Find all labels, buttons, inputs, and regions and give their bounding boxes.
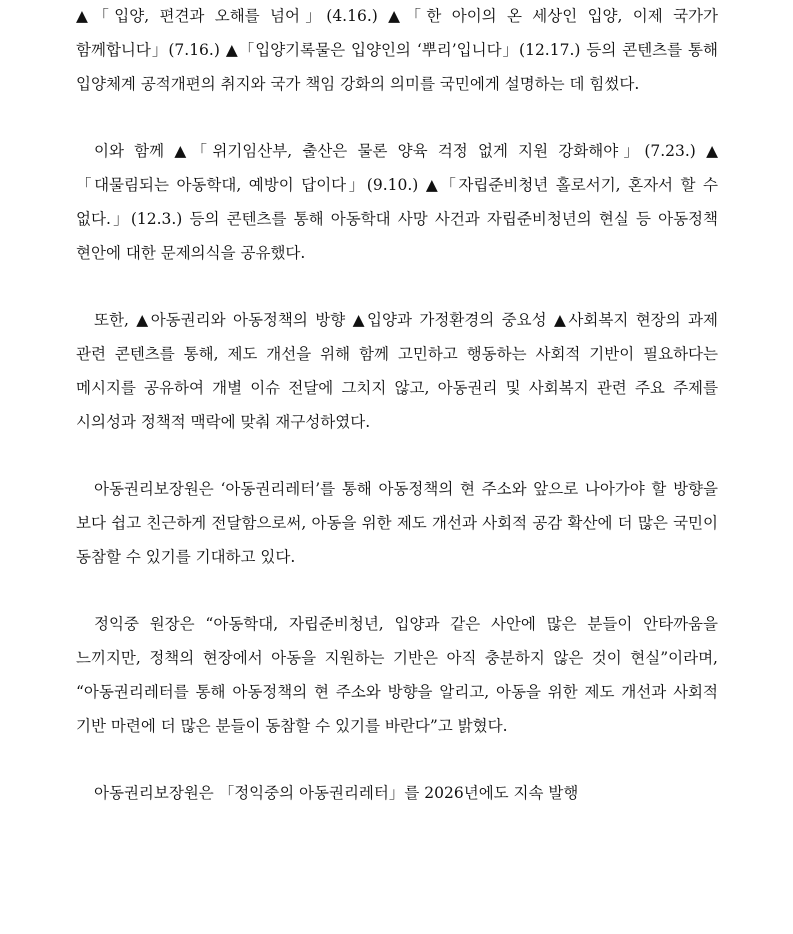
paragraph-adoption-contents: ▲「입양, 편견과 오해를 넘어」(4.16.) ▲「한 아이의 온 세상인 입양, 이제 국가가 함께합니다」(7.16.) ▲「입양기록물은 입양인의 ‘뿌리’입니다」(12.17.) 등의 콘텐츠를 통해 입양체계 공적개편의 취지와 국가 책임 강화의 의미를 국민에게 설명하는 데 힘썼다. bbox=[76, 7, 718, 93]
paragraph-social-welfare-topics: 또한, ▲아동권리와 아동정책의 방향 ▲입양과 가정환경의 중요성 ▲사회복지 현장의 과제 관련 콘텐츠를 통해, 제도 개선을 위해 함께 고민하고 행동하는 사회적 기반이 필요하다는 메시지를 공유하여 개별 이슈 전달에 그치지 않고, 아동권리 및 사회복지 관련 주요 주제를 시의성과 정책적 맥락에 맞춰 재구성하였다. bbox=[76, 311, 718, 431]
paragraph-director-quote: 정익중 원장은 “아동학대, 자립준비청년, 입양과 같은 사안에 많은 분들이 안타까움을 느끼지만, 정책의 현장에서 아동을 지원하는 기반은 아직 충분하지 않은 것이 현실”이라며, “아동권리레터를 통해 아동정책의 현 주소와 방향을 알리고, 아동을 위한 제도 개선과 사회적 기반 마련에 더 많은 분들이 동참할 수 있기를 바란다”고 밝혔다. bbox=[76, 615, 718, 735]
paragraph-continued-publication: 아동권리보장원은 「정익중의 아동권리레터」를 2026년에도 지속 발행 bbox=[94, 784, 579, 803]
paragraph-letter-expectation: 아동권리보장원은 ‘아동권리레터’를 통해 아동정책의 현 주소와 앞으로 나아가야 할 방향을 보다 쉽고 친근하게 전달함으로써, 아동을 위한 제도 개선과 사회적 공감 확산에 더 많은 국민이 동참할 수 있기를 기대하고 있다. bbox=[76, 480, 718, 566]
paragraph-child-policy-issues: 이와 함께 ▲「위기임산부, 출산은 물론 양육 걱정 없게 지원 강화해야」(7.23.) ▲「대물림되는 아동학대, 예방이 답이다」(9.10.) ▲「자립준비청년 홀로서기, 혼자서 할 수 없다.」(12.3.) 등의 콘텐츠를 통해 아동학대 사망 사건과 자립준비청년의 현실 등 아동정책 현안에 대한 문제의식을 공유했다. bbox=[76, 142, 718, 262]
document-body bbox=[76, 0, 718, 811]
